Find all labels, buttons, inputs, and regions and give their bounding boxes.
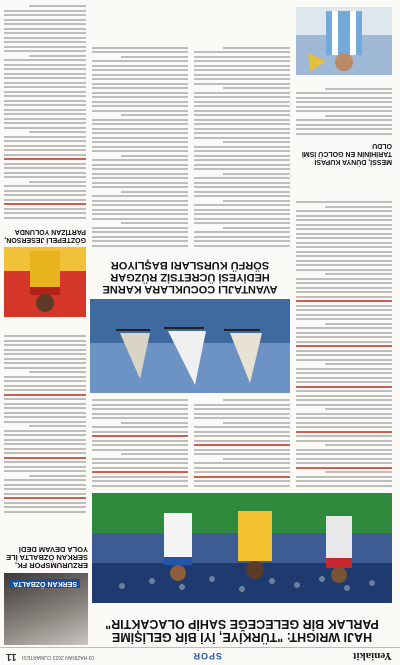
- side-story-text: [4, 3, 86, 219]
- middle-headline-line-3: SÖRFÜ KURSLARI BAŞLIYOR: [110, 259, 270, 271]
- main-story-text-col-1: [296, 397, 392, 487]
- left-story-headline: MESSİ, DÜNYA KUPASI TARİHİNİN EN GOLCÜ İSMİ OLDU: [301, 142, 392, 165]
- section-label: SPOR: [192, 651, 222, 661]
- page-number: 11: [6, 651, 17, 662]
- masthead: [0, 647, 400, 665]
- stadium-crowd-image: [92, 493, 392, 603]
- windsurf-photo: [90, 299, 290, 393]
- side-story-headline: GÖZTEPELİ JESERSON, PARTİZAN YOLUNDA: [4, 228, 86, 243]
- right-story-headline: ERZURUMSPOR FK, SERKAN ÖZBALTA İLE YOLA DEVAM DEDİ: [6, 545, 88, 570]
- coach-portrait-photo: [4, 573, 88, 645]
- jeserson-photo: [4, 247, 86, 317]
- main-headline-line-2: PARLAK BİR GELECEĞE SAHİP OLACAKTIR": [105, 617, 379, 631]
- windsurf-image: [90, 299, 290, 393]
- main-headline: [92, 617, 392, 643]
- messi-image: [296, 7, 392, 75]
- left-column-text: [296, 199, 392, 397]
- middle-headline-line-1: AVANTAJLI COCUKLARA KARNE: [102, 283, 278, 295]
- middle-headline-line-2: HEDİYESİ ÜCRETSİZ RÜZGAR: [110, 271, 270, 283]
- photo-caption-tag: SERKAN ÖZBALTA: [10, 579, 80, 588]
- right-column-story: [4, 545, 88, 645]
- middle-story-headline: [90, 259, 290, 295]
- newspaper-logo: Yeniakit: [352, 650, 392, 662]
- jeserson-image: [4, 247, 86, 317]
- main-story-text-col-2: [194, 397, 290, 487]
- middle-story-text-col-1: [194, 45, 290, 248]
- main-headline-line-1: HAJI WRIGHT: "TÜRKİYE, İYİ BİR GELİŞİME: [111, 630, 373, 644]
- main-story-text-col-3: [92, 397, 188, 487]
- messi-photo: [296, 7, 392, 75]
- issue-date: 03 HAZİRAN 2023 CUMARTESİ: [22, 654, 95, 660]
- main-story-photo: [92, 493, 392, 603]
- left-story-text: [296, 86, 392, 136]
- middle-story-text-col-2: [92, 45, 188, 248]
- right-story-text: [4, 333, 86, 513]
